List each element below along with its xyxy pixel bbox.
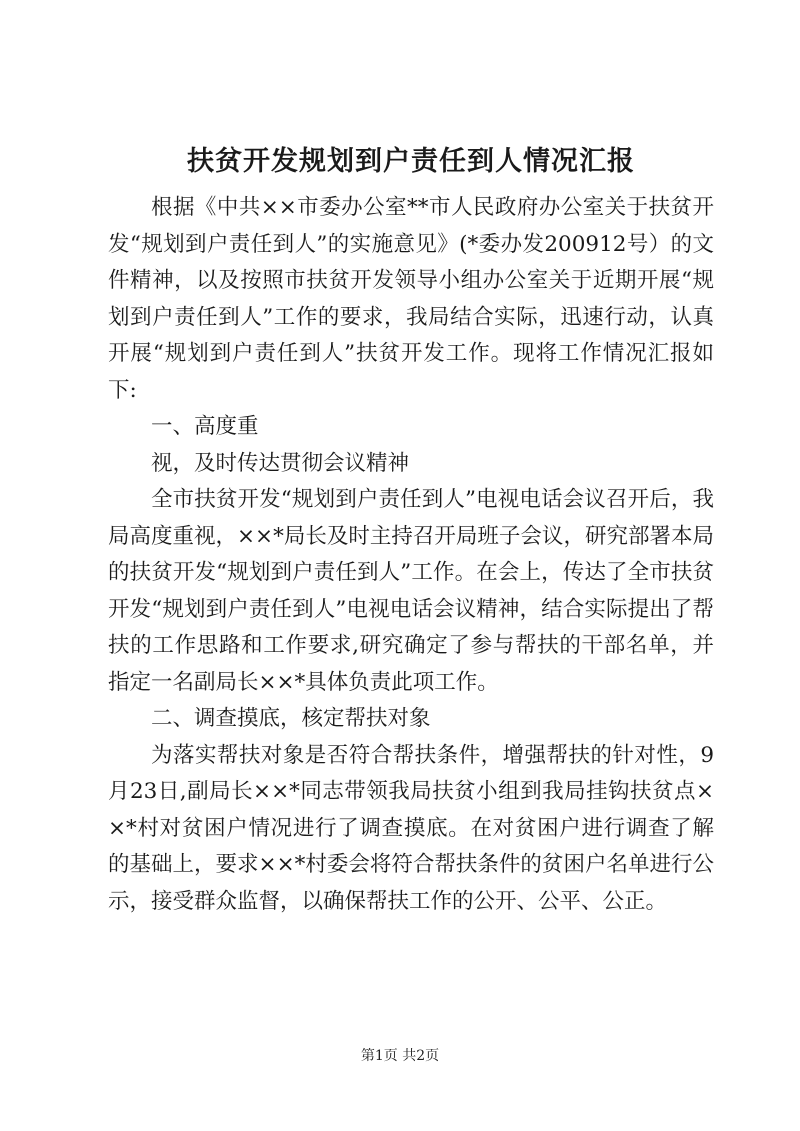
section-heading-2: 二、调查摸底，核定帮扶对象 xyxy=(151,706,431,731)
section-1-paragraph: 全市扶贫开发“规划到户责任到人”电视电话会议召开后，我局高度重视，××*局长及时主持召开局班子会议，研究部署本局的扶贫开发“规划到户责任到人”工作。在会上，传达了全市扶贫开发“规划到户责任到人”电视电话会议精神，结合实际提出了帮扶的工作思路和工作要求,研究确定了参与帮扶的干部名单，并指定一名副局长××*具体负责此项工作。 xyxy=(108,487,714,695)
document-title: 扶贫开发规划到户责任到人情况汇报 xyxy=(187,146,635,177)
page-footer: 第1页 共2页 xyxy=(360,1048,440,1064)
section-2-paragraph: 为落实帮扶对象是否符合帮扶条件，增强帮扶的针对性，9月23日,副局长××*同志带领我局扶贫小组到我局挂钩扶贫点××*村对贫困户情况进行了调查摸底。在对贫困户进行调查了解的基础上，要求××*村委会将符合帮扶条件的贫困户名单进行公示，接受群众监督，以确保帮扶工作的公开、公平、公正。 xyxy=(108,742,714,914)
section-heading-1-part2: 视，及时传达贯彻会议精神 xyxy=(151,450,410,476)
section-heading-1-part1: 一、高度重 xyxy=(151,414,259,439)
intro-paragraph: 根据《中共××市委办公室**市人民政府办公室关于扶贫开发“规划到户责任到人”的实施意见》(*委办发200912号）的文件精神，以及按照市扶贫开发领导小组办公室关于近期开展“规划到户责任到人”工作的要求，我局结合实际，迅速行动，认真开展“规划到户责任到人”扶贫开发工作。现将工作情况汇报如下: xyxy=(108,195,714,403)
document-page xyxy=(108,140,714,920)
